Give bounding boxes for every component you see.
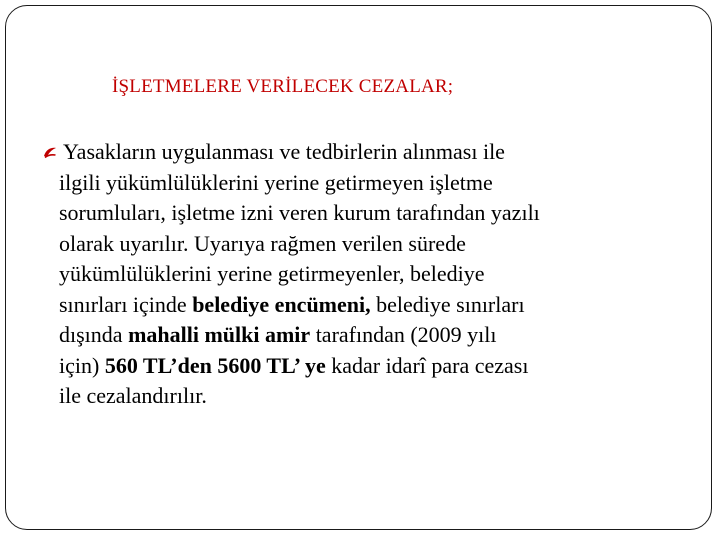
text-run: tarafından (2009 yılı bbox=[310, 322, 497, 347]
text-run: sınırları içinde bbox=[59, 291, 193, 317]
body-line bbox=[63, 137, 699, 168]
text-run: dışında bbox=[59, 322, 129, 347]
body-line bbox=[59, 168, 699, 199]
text-run: için) bbox=[59, 352, 105, 378]
body-line bbox=[59, 381, 699, 412]
text-run: olarak uyarılır. Uyarıya rağmen verilen sürede bbox=[59, 230, 466, 256]
curved-bullet-icon bbox=[43, 145, 57, 159]
bold-text: belediye encümeni, bbox=[192, 291, 371, 317]
bold-text: mahalli mülki amir bbox=[128, 322, 311, 347]
text-run: ile cezalandırılır. bbox=[59, 383, 207, 408]
text-run: belediye sınırları bbox=[370, 291, 525, 317]
body-line bbox=[59, 290, 699, 321]
text-run: ilgili yükümlülüklerini yerine getirmeyen işletme bbox=[59, 169, 493, 195]
bold-text: 560 TL’den 5600 TL’ ye bbox=[104, 352, 326, 378]
body-line bbox=[59, 229, 699, 260]
body-line bbox=[59, 198, 699, 229]
text-run: yükümlülüklerini yerine getirmeyenler, belediye bbox=[59, 261, 485, 286]
text-run: Yasakların uygulanması ve tedbirlerin alınması ile bbox=[63, 139, 505, 164]
body-line bbox=[59, 259, 699, 290]
body-line bbox=[59, 320, 699, 351]
bullet-body-text bbox=[59, 137, 699, 412]
text-run: kadar idarî para cezası bbox=[325, 352, 529, 378]
text-run: sorumluları, işletme izni veren kurum tarafından yazılı bbox=[59, 200, 540, 225]
bullet-item bbox=[59, 137, 699, 412]
slide-title: İŞLETMELERE VERİLECEK CEZALAR; bbox=[112, 76, 454, 97]
body-line bbox=[59, 351, 699, 382]
